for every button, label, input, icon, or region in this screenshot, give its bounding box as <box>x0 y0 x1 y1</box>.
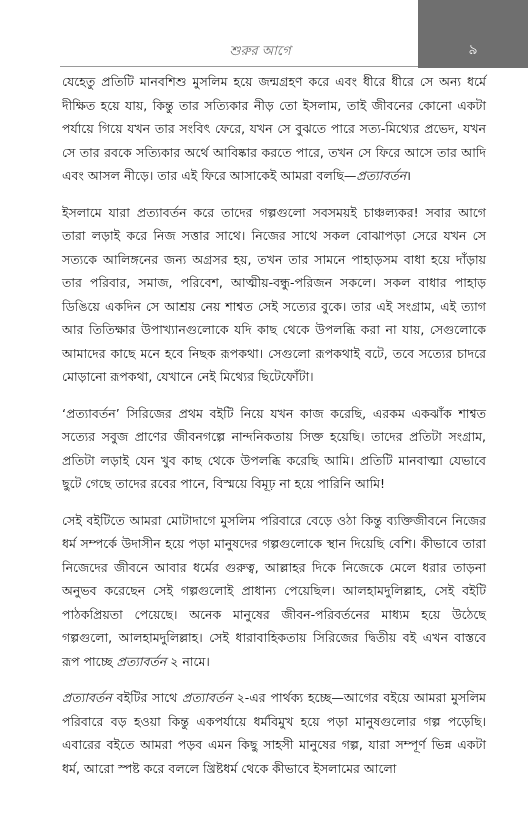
paragraph-5: প্রত্যাবর্তন বইটির সাথে প্রত্যাবর্তন ২-এর পার্থক্য হচ্ছে—আগের বইয়ে আমরা মুসলিম পরিবারে বড় হওয়া কিন্তু একপর্যায়ে ধর্মবিমুখ হয়ে পড়া মানুষগুলোর গল্প পড়েছি। এবারের বইতে আমরা পড়ব এমন কিছু সাহসী মানুষের গল্প, যারা সম্পূর্ণ ভিন্ন একটা ধর্ম, আরো স্পষ্ট করে বললে খ্রিষ্টধর্ম থেকে কীভাবে ইসলামের আলো <box>62 690 486 776</box>
paragraph-2: ইসলামে যারা প্রত্যাবর্তন করে তাদের গল্পগুলো সবসময়ই চাঞ্চল্যকর! সবার আগে তারা লড়াই করে নিজ সত্তার সাথে। নিজের সাথে সকল বোঝাপড়া সেরে যখন সে সত্যকে আলিঙ্গনের জন্য অগ্রসর হয়, তখন তার সামনে পাহাড়সম বাধা হয়ে দাঁড়ায় তার পরিবার, সমাজ, পরিবেশ, আত্মীয়-বন্ধু-পরিজন সকলে। সকল বাধার পাহাড় ডিঙিয়ে একদিন সে আশ্রয় নেয় শাশ্বত সেই সত্যের বুকে। তার এই সংগ্রাম, এই ত্যাগ আর তিতিক্ষার উপাখ্যানগুলোকে যদি কাছ থেকে উপলব্ধি করা না যায়, সেগুলোকে আমাদের কাছে মনে হবে নিছক রূপকথা। সেগুলো রূপকথাই বটে, তবে সত্যের চাদরে মোড়ানো রূপকথা, যেখানে নেই মিথ্যের ছিটেফোঁটা। <box>62 204 486 384</box>
book-title: প্রত্যাবর্তন <box>116 653 167 669</box>
paragraph-4: সেই বইটিতে আমরা মোটাদাগে মুসলিম পরিবারে বেড়ে ওঠা কিন্তু ব্যক্তিজীবনে নিজের ধর্ম সম্পর্কে উদাসীন হয়ে পড়া মানুষদের গল্পগুলোকে স্থান দিয়েছি বেশি। কীভাবে তারা নিজেদের জীবনে আবার ধর্মের গুরুত্ব, আল্লাহর দিকে নিজেকে মেলে ধরার তাড়না অনুভব করেছেন সেই গল্পগুলোই প্রাধান্য পেয়েছিল। আলহামদুলিল্লাহ, সেই বইটি পাঠকপ্রিয়তা পেয়েছে। অনেক মানুষের জীবন-পরিবর্তনের মাধ্যম হয়ে উঠেছে গল্পগুলো, আলহামদুলিল্লাহ। সেই ধারাবাহিকতায় সিরিজের দ্বিতীয় বই এখন বাস্তবে রূপ পাচ্ছে প্রত্যাবর্তন ২ নামে। <box>62 512 486 669</box>
page-header <box>0 0 528 68</box>
running-title: শুরুর আগে <box>229 44 291 59</box>
book-title: প্রত্যাবর্তন <box>182 690 232 705</box>
book-title: প্রত্যাবর্তন <box>62 690 112 705</box>
page-number: ৯ <box>468 42 478 58</box>
book-title: প্রত্যাবর্তন <box>356 168 407 183</box>
paragraph-3: ‘প্রত্যাবর্তন’ সিরিজের প্রথম বইটি নিয়ে যখন কাজ করেছি, এরকম একঝাঁক শাশ্বত সত্যের সবুজ প্রাণের জীবনগল্পে নান্দনিকতায় সিক্ত হয়েছি। তাদের প্রতিটা সংগ্রাম, প্রতিটা লড়াই যেন খুব কাছ থেকে উপলব্ধি করেছি আমি। প্রতিটি মানবাত্মা যেভাবে ছুটে গেছে তাদের রবের পানে, বিস্ময়ে বিমূঢ় না হয়ে পারিনি আমি! <box>62 405 486 491</box>
header-rule <box>60 66 418 67</box>
body-text <box>62 70 486 780</box>
paragraph-1: যেহেতু প্রতিটি মানবশিশু মুসলিম হয়ে জন্মগ্রহণ করে এবং ধীরে ধীরে সে অন্য ধর্মে দীক্ষিত হয়ে যায়, কিন্তু তার সত্যিকার নীড় তো ইসলাম, তাই জীবনের কোনো একটা পর্যায়ে গিয়ে যখন তার সংবিৎ ফেরে, যখন সে বুঝতে পারে সত্য-মিথ্যের প্রভেদ, যখন সে তার রবকে সত্যিকার অর্থে আবিষ্কার করতে পারে, তখন সে ফিরে আসে তার আদি এবং আসল নীড়ে। তার এই ফিরে আসাকেই আমরা বলছি—প্রত্যাবর্তন। <box>62 74 486 183</box>
page-number-box <box>418 0 528 68</box>
